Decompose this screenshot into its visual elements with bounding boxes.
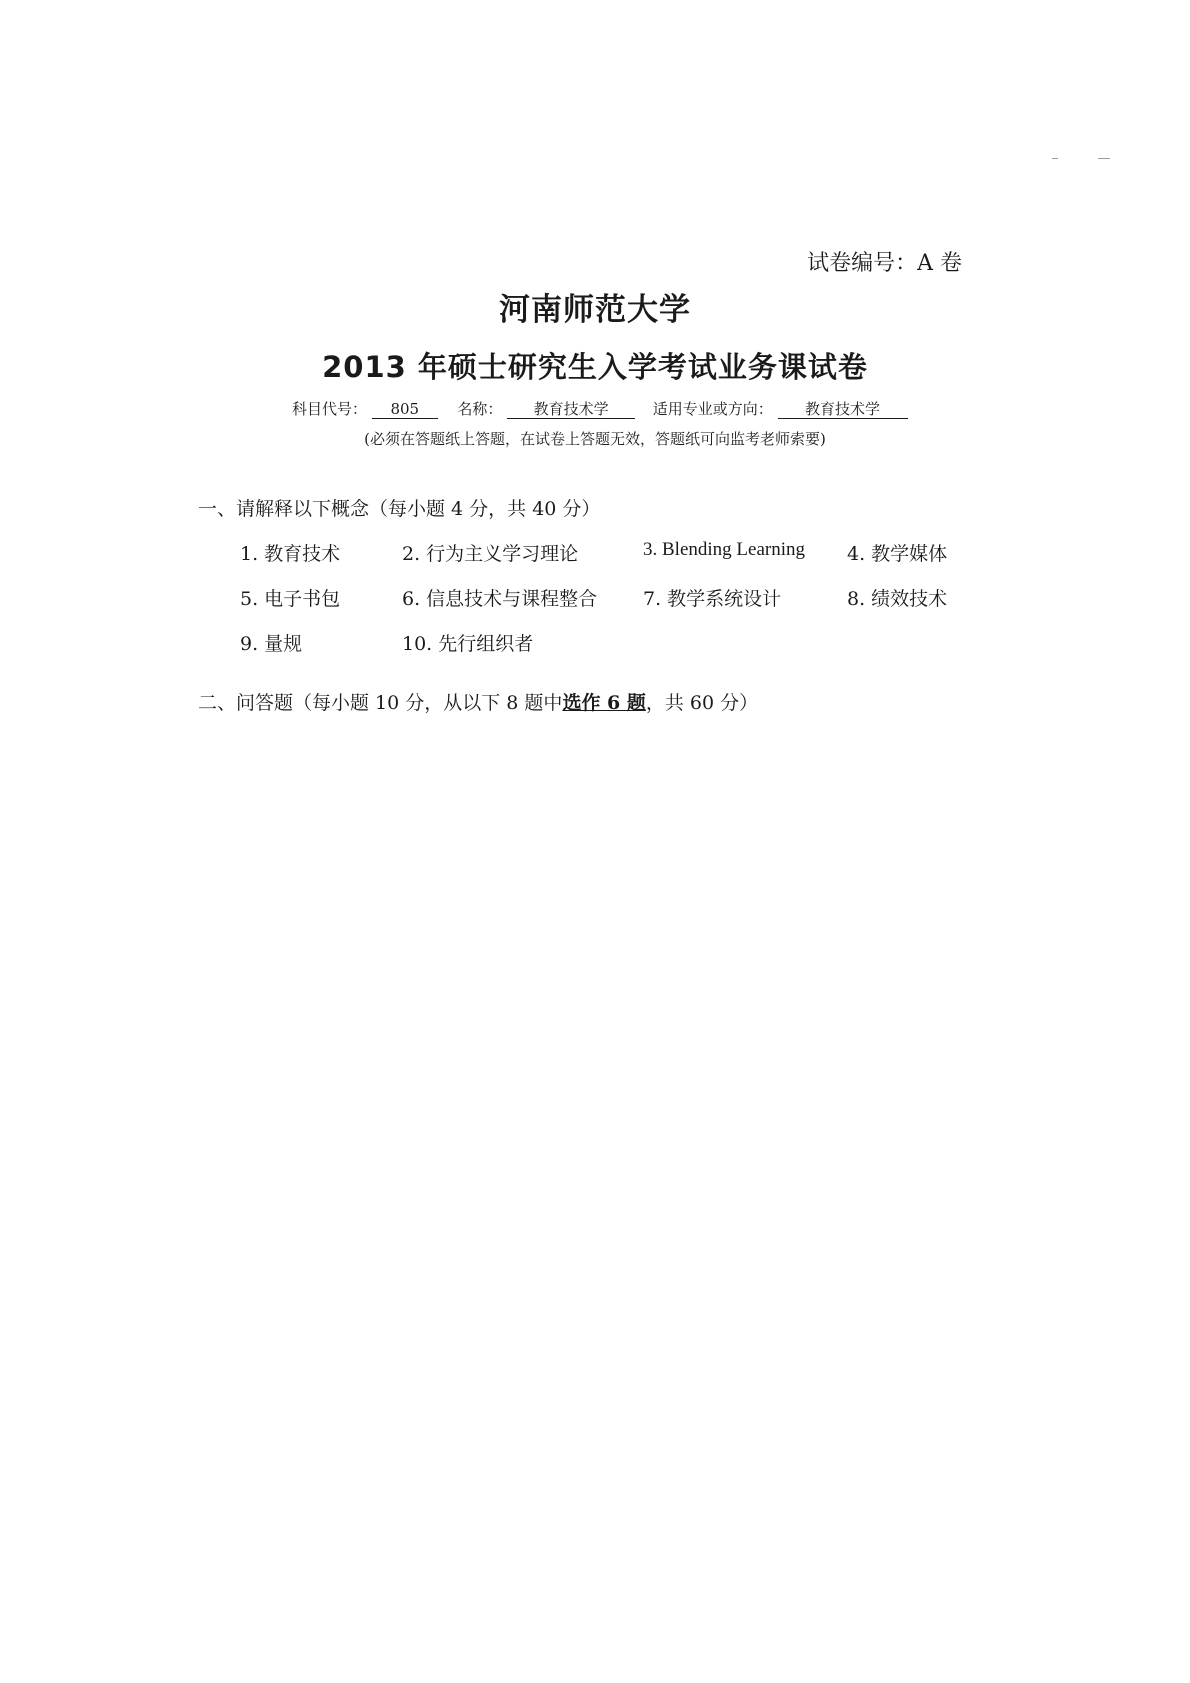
term-item: 3. Blending Learning bbox=[643, 539, 805, 560]
exam-notice: (必须在答题纸上答题，在试卷上答题无效，答题纸可向监考老师索要) bbox=[364, 430, 826, 448]
subject-info-line bbox=[292, 398, 908, 419]
subject-major-label: 适用专业或方向： bbox=[652, 400, 773, 418]
subject-major-value: 教育技术学 bbox=[778, 401, 908, 419]
section-1-title: 一、请解释以下概念（每小题 4 分，共 40 分） bbox=[198, 498, 601, 520]
term-item: 9. 量规 bbox=[240, 633, 303, 655]
paper-code: 试卷编号：A 卷 bbox=[807, 251, 962, 276]
term-item: 6. 信息技术与课程整合 bbox=[402, 588, 598, 610]
term-item: 10. 先行组织者 bbox=[402, 633, 534, 655]
term-item: 8. 绩效技术 bbox=[847, 588, 948, 610]
term-item: 7. 教学系统设计 bbox=[643, 588, 782, 610]
university-name: 河南师范大学 bbox=[499, 292, 691, 328]
subject-name-label: 名称： bbox=[457, 400, 503, 418]
subject-code-value: 805 bbox=[372, 401, 438, 419]
subject-code-label: 科目代号： bbox=[292, 400, 368, 418]
term-item: 5. 电子书包 bbox=[240, 588, 341, 610]
section-2-title bbox=[198, 688, 758, 715]
term-item: 2. 行为主义学习理论 bbox=[402, 543, 579, 565]
section-2-title-suffix: ，共 60 分） bbox=[645, 692, 759, 714]
term-item: 1. 教育技术 bbox=[240, 543, 341, 565]
section-2-title-text: 二、问答题（每小题 10 分，从以下 8 题中 bbox=[198, 692, 563, 714]
scan-mark bbox=[1052, 158, 1058, 159]
section-2-title-emphasis: 选作 6 题 bbox=[562, 692, 646, 714]
subject-name-value: 教育技术学 bbox=[507, 401, 635, 419]
term-item: 4. 教学媒体 bbox=[847, 543, 948, 565]
scan-mark bbox=[1098, 158, 1110, 159]
exam-title: 2013 年硕士研究生入学考试业务课试卷 bbox=[322, 350, 868, 384]
